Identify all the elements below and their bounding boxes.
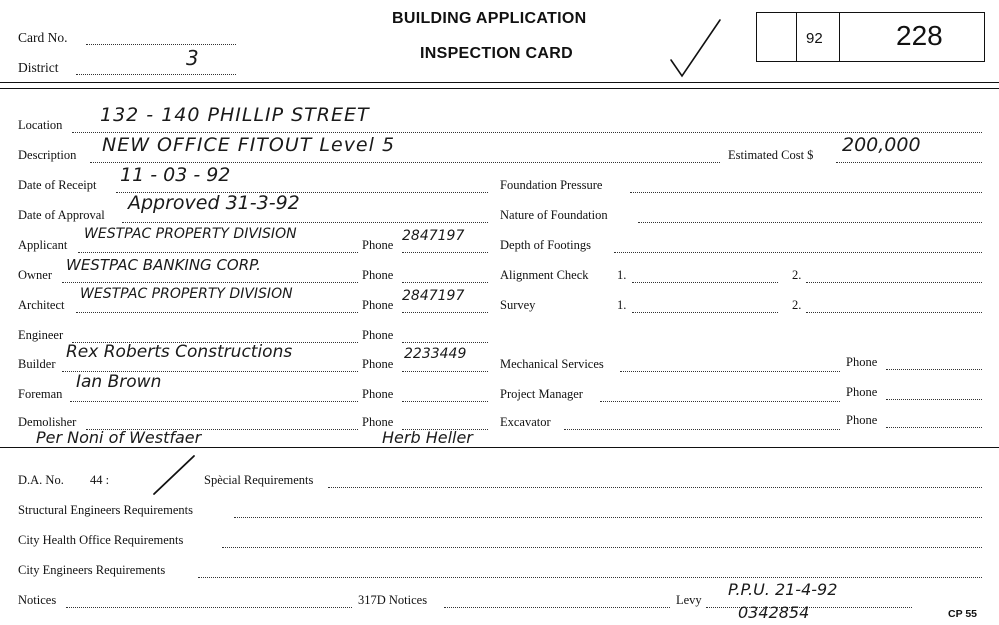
engineer-label: Engineer xyxy=(18,328,64,342)
special-requirements-label: Spècial Requirements xyxy=(204,473,314,487)
notices-317d-label: 317D Notices xyxy=(358,593,428,607)
form-code: CP 55 xyxy=(948,608,977,620)
foreman-phone-label: Phone xyxy=(362,387,394,401)
applicant-phone-value: 2847197 xyxy=(402,228,465,244)
architect-phone-label: Phone xyxy=(362,298,394,312)
applicant-phone-label: Phone xyxy=(362,238,394,252)
location-field[interactable] xyxy=(72,132,982,133)
section-rule xyxy=(0,447,999,448)
levy-label: Levy xyxy=(676,593,702,607)
form-title-line2: INSPECTION CARD xyxy=(420,45,573,62)
project-manager-phone-label: Phone xyxy=(846,385,878,399)
structural-requirements-field[interactable] xyxy=(234,517,982,518)
da-no-value: 44 : xyxy=(90,473,110,487)
applicant-phone-field[interactable] xyxy=(402,252,488,253)
card-no-field[interactable] xyxy=(86,44,236,45)
demolisher-note: Per Noni of Westfaer xyxy=(36,428,202,447)
project-manager-field[interactable] xyxy=(600,401,840,402)
da-no-label: D.A. No. xyxy=(18,473,64,487)
notices-field[interactable] xyxy=(66,607,352,608)
checkmark-icon xyxy=(668,16,724,80)
alignment-check-label: Alignment Check xyxy=(500,268,589,282)
architect-label: Architect xyxy=(18,298,65,312)
alignment-check-field-2[interactable] xyxy=(806,282,982,283)
demolisher-phone-label: Phone xyxy=(362,415,394,429)
mechanical-services-label: Mechanical Services xyxy=(500,357,604,371)
excavator-phone-label: Phone xyxy=(846,413,878,427)
description-label: Description xyxy=(18,148,77,162)
builder-phone-field[interactable] xyxy=(402,371,488,372)
foreman-phone-field[interactable] xyxy=(402,401,488,402)
date-of-approval-field[interactable] xyxy=(122,222,488,223)
slash-mark-icon xyxy=(150,452,198,498)
alignment-check-num-1: 1. xyxy=(617,268,627,282)
location-label: Location xyxy=(18,118,63,132)
engineer-phone-field[interactable] xyxy=(402,342,488,343)
card-number-box xyxy=(756,12,985,62)
demolisher-note-2: Herb Heller xyxy=(382,428,473,447)
survey-field-1[interactable] xyxy=(632,312,778,313)
description-field[interactable] xyxy=(90,162,720,163)
demolisher-label: Demolisher xyxy=(18,415,77,429)
applicant-value: WESTPAC PROPERTY DIVISION xyxy=(84,226,297,242)
architect-phone-value: 2847197 xyxy=(402,288,465,304)
architect-phone-field[interactable] xyxy=(402,312,488,313)
mechanical-services-phone-label: Phone xyxy=(846,355,878,369)
mechanical-services-field[interactable] xyxy=(620,371,840,372)
district-value: 3 xyxy=(186,46,199,70)
date-of-approval-label: Date of Approval xyxy=(18,208,105,222)
survey-num-2: 2. xyxy=(792,298,802,312)
nature-of-foundation-field[interactable] xyxy=(638,222,982,223)
mechanical-services-phone-field[interactable] xyxy=(886,369,982,370)
alignment-check-field-1[interactable] xyxy=(632,282,778,283)
foundation-pressure-label: Foundation Pressure xyxy=(500,178,603,192)
district-label: District xyxy=(18,60,59,75)
excavator-label: Excavator xyxy=(500,415,551,429)
estimated-cost-value: 200,000 xyxy=(842,134,921,156)
project-manager-phone-field[interactable] xyxy=(886,399,982,400)
architect-field[interactable] xyxy=(76,312,358,313)
builder-phone-label: Phone xyxy=(362,357,394,371)
survey-label: Survey xyxy=(500,298,536,312)
date-of-receipt-label: Date of Receipt xyxy=(18,178,97,192)
builder-value: Rex Roberts Constructions xyxy=(66,342,293,362)
foreman-field[interactable] xyxy=(70,401,358,402)
estimated-cost-field[interactable] xyxy=(836,162,982,163)
health-requirements-label: City Health Office Requirements xyxy=(18,533,184,547)
applicant-field[interactable] xyxy=(78,252,358,253)
city-engineers-requirements-field[interactable] xyxy=(198,577,982,578)
health-requirements-field[interactable] xyxy=(222,547,982,548)
builder-label: Builder xyxy=(18,357,56,371)
owner-field[interactable] xyxy=(62,282,358,283)
notices-317d-field[interactable] xyxy=(444,607,670,608)
card-no-label: Card No. xyxy=(18,30,68,45)
notices-label: Notices xyxy=(18,593,57,607)
box-number: 228 xyxy=(896,20,943,51)
alignment-check-num-2: 2. xyxy=(792,268,802,282)
nature-of-foundation-label: Nature of Foundation xyxy=(500,208,608,222)
structural-requirements-label: Structural Engineers Requirements xyxy=(18,503,193,517)
header-rule xyxy=(0,82,999,83)
special-requirements-field[interactable] xyxy=(328,487,982,488)
survey-num-1: 1. xyxy=(617,298,627,312)
owner-phone-label: Phone xyxy=(362,268,394,282)
owner-value: WESTPAC BANKING CORP. xyxy=(66,256,261,274)
description-value: NEW OFFICE FITOUT Level 5 xyxy=(102,134,396,156)
form-title-line1: BUILDING APPLICATION xyxy=(392,10,587,27)
district-field[interactable] xyxy=(76,74,236,75)
header-rule-2 xyxy=(0,88,999,89)
architect-value: WESTPAC PROPERTY DIVISION xyxy=(80,286,293,302)
levy-number: 0342854 xyxy=(738,603,810,622)
box-year: 92 xyxy=(806,30,823,47)
project-manager-label: Project Manager xyxy=(500,387,583,401)
builder-phone-value: 2233449 xyxy=(404,346,467,362)
depth-of-footings-field[interactable] xyxy=(614,252,982,253)
excavator-field[interactable] xyxy=(564,429,840,430)
date-of-approval-value: Approved 31-3-92 xyxy=(128,192,300,214)
box-divider-1 xyxy=(796,12,797,62)
engineer-phone-label: Phone xyxy=(362,328,394,342)
survey-field-2[interactable] xyxy=(806,312,982,313)
estimated-cost-label: Estimated Cost $ xyxy=(728,148,814,162)
owner-phone-field[interactable] xyxy=(402,282,488,283)
depth-of-footings-label: Depth of Footings xyxy=(500,238,591,252)
foundation-pressure-field[interactable] xyxy=(630,192,982,193)
foreman-value: Ian Brown xyxy=(76,372,162,392)
owner-label: Owner xyxy=(18,268,53,282)
levy-value: P.P.U. 21-4-92 xyxy=(728,580,838,599)
foreman-label: Foreman xyxy=(18,387,63,401)
city-engineers-requirements-label: City Engineers Requirements xyxy=(18,563,166,577)
box-divider-2 xyxy=(839,12,840,62)
applicant-label: Applicant xyxy=(18,238,68,252)
date-of-receipt-value: 11 - 03 - 92 xyxy=(120,164,231,186)
location-value: 132 - 140 PHILLIP STREET xyxy=(100,104,370,126)
excavator-phone-field[interactable] xyxy=(886,427,982,428)
